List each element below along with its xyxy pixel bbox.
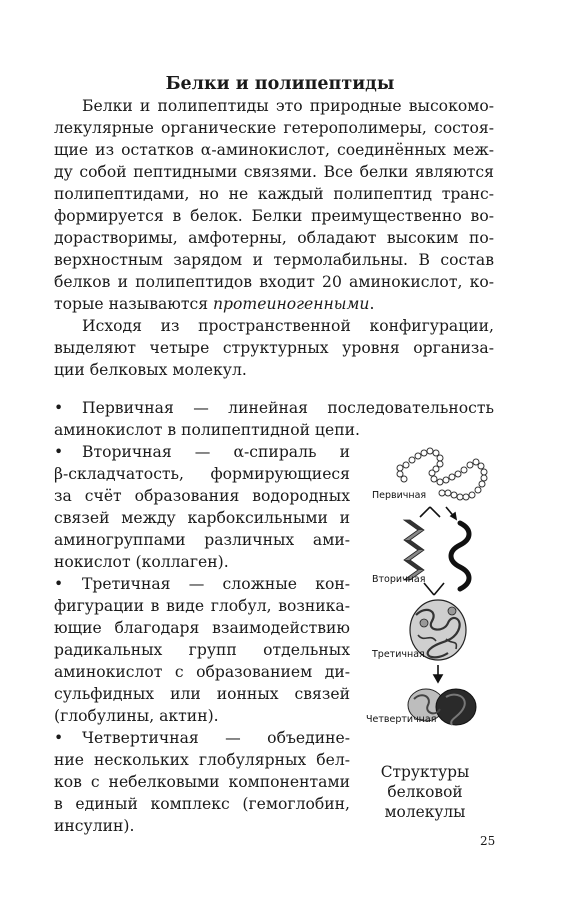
arrow-icon (420, 507, 456, 519)
bullet-quaternary-line: ков с небелковыми компонентами (54, 773, 350, 791)
plain-text: торые называются (54, 295, 214, 313)
figure-label-tertiary: Третичная (372, 649, 425, 660)
bullet-tertiary-line: аминокислот с образованием ди- (54, 663, 350, 681)
bullet-tertiary-line: радикальных групп отдельных (54, 641, 350, 659)
bullet-tertiary-line: ющие благодаря взаимодействию (54, 619, 350, 637)
bullet-secondary-line: β-складчатость, формирующиеся (54, 465, 350, 483)
protein-structure-figure (360, 435, 500, 735)
plain-text: . (369, 295, 375, 313)
bullet-quaternary-line: в единый комплекс (гемоглобин, (54, 795, 350, 813)
bullet-tertiary-line: фигурации в виде глобул, возника- (54, 597, 350, 615)
bullet-quaternary-line: • Четвертичная — объедине- (82, 728, 350, 748)
bullet-secondary-line: аминогруппами различных ами- (54, 531, 350, 549)
bullet-tertiary-line: • Третичная — сложные кон- (82, 574, 350, 594)
italic-term: протеиногенными (213, 295, 370, 313)
caption-line: Структуры (380, 763, 470, 781)
paragraph-1-line: полипептидами, но не каждый полипептид транс- (54, 185, 494, 203)
protein-structure-illustration (360, 435, 500, 735)
bullet-secondary-line: за счёт образования водородных (54, 487, 350, 505)
arrow-icon (424, 583, 444, 595)
bullet-tertiary-line: (глобулины, актин). (54, 707, 219, 725)
bullet-primary-line: • Первичная — линейная последовательность (82, 398, 494, 418)
bullet-secondary-line: • Вторичная — α-спираль и (82, 442, 350, 462)
caption-line: молекулы (384, 803, 466, 821)
alpha-helix-icon (451, 523, 469, 589)
arrow-icon (434, 665, 442, 682)
bullet-quaternary-line: инсулин). (54, 817, 135, 835)
bullet-primary-line: аминокислот в полипептидной цепи. (54, 421, 360, 439)
paragraph-2-line: выделяют четыре структурных уровня организа- (54, 339, 494, 357)
paragraph-2-line: Исходя из пространственной конфигурации, (82, 317, 494, 335)
bullet-secondary-line: нокислот (коллаген). (54, 553, 229, 571)
section-title: Белки и полипептиды (165, 74, 395, 94)
figure-label-quaternary: Четвертичная (366, 714, 437, 725)
bullet-quaternary-line: ние нескольких глобулярных бел- (54, 751, 350, 769)
figure-caption (360, 762, 490, 822)
bullet-tertiary-line: сульфидных или ионных связей (54, 685, 350, 703)
bullet-secondary-line: связей между карбоксильными и (54, 509, 350, 527)
figure-label-secondary: Вторичная (372, 574, 426, 585)
caption-line: белковой (387, 783, 463, 801)
page-number: 25 (480, 834, 496, 848)
beta-sheet-icon (404, 520, 424, 580)
paragraph-1-last-line (54, 294, 494, 314)
paragraph-2-line: ции белковых молекул. (54, 361, 247, 379)
paragraph-1-line: верхностным зарядом и термолабильны. В состав (54, 251, 494, 269)
paragraph-1-line: белков и полипептидов входит 20 аминокислот, ко- (54, 273, 494, 291)
paragraph-1-line: Белки и полипептиды это природные высокомо- (82, 97, 494, 115)
paragraph-1-line: формируется в белок. Белки преимущественно во- (54, 207, 494, 225)
figure-label-primary: Первичная (372, 490, 427, 501)
paragraph-1-line: дорастворимы, амфотерны, обладают высоким по- (54, 229, 494, 247)
paragraph-1-line: щие из остатков α-аминокислот, соединённых меж- (54, 141, 494, 159)
paragraph-1-line: лекулярные органические гетерополимеры, состоя- (54, 119, 494, 137)
paragraph-1-line: ду собой пептидными связями. Все белки являются (54, 163, 494, 181)
